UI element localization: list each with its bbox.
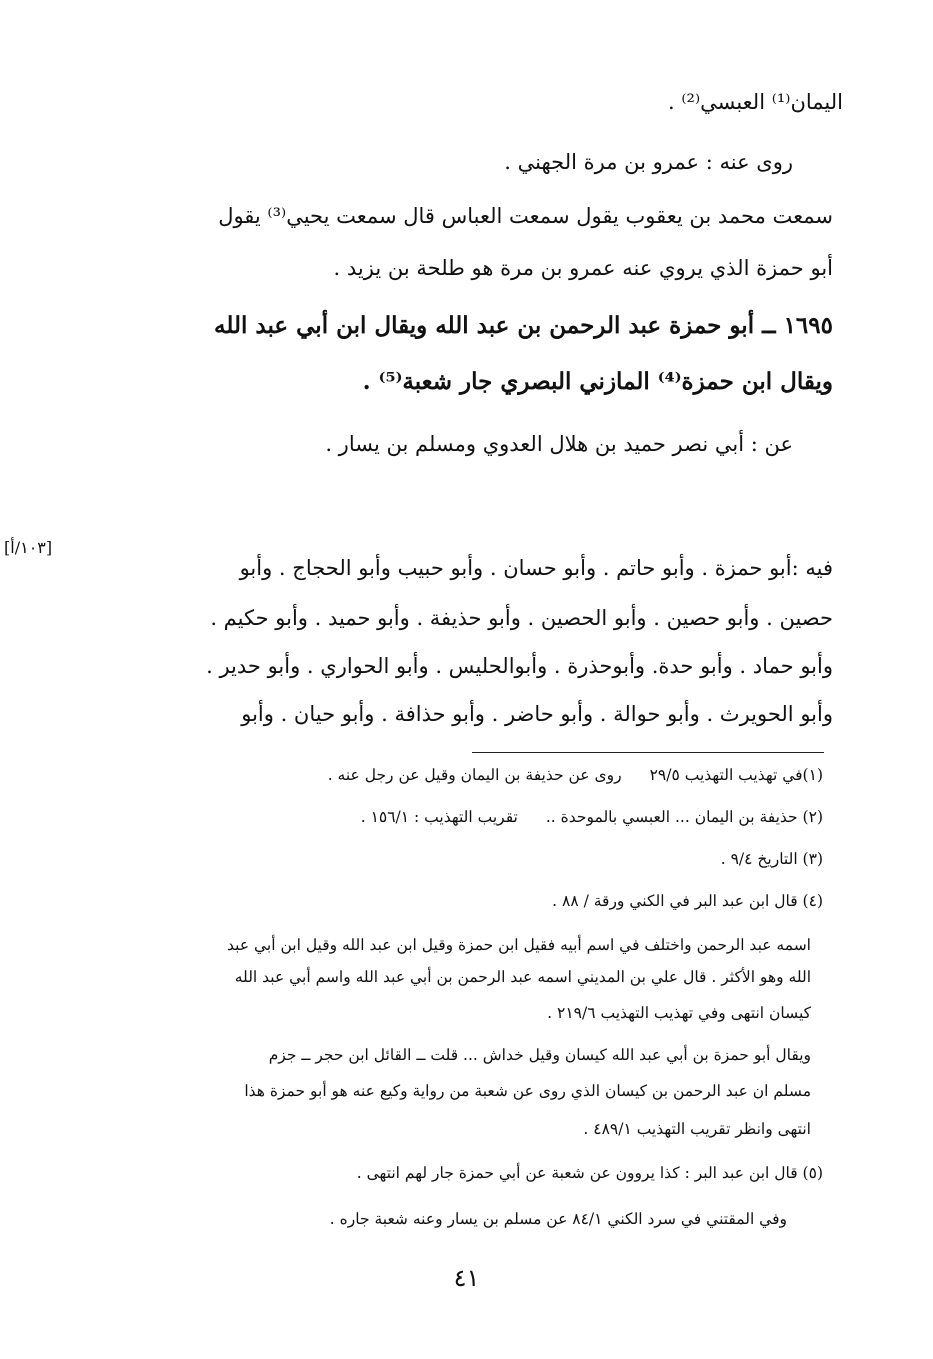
footnote-2 xyxy=(103,804,823,830)
footnote-1 xyxy=(103,762,823,788)
entry-heading-line-2: ويقال ابن حمزة⁽⁴⁾ المازني البصري جار شعبة⁽⁵⁾ . xyxy=(362,368,833,395)
entry-from-line: عن : أبي نصر حميد بن هلال العدوي ومسلم بن يسار . xyxy=(325,432,793,456)
section-line-1: فيه :أبو حمزة . وأبو حاتم . وأبو حسان . وأبو حبيب وأبو الحجاج . وأبو xyxy=(239,556,833,580)
footnote-4-p2-line-1: ويقال أبو حمزة بن أبي عبد الله كيسان وقيل خداش ... قلت ــ القائل ابن حجر ــ جزم xyxy=(268,1046,811,1064)
section-line-4: وأبو الحويرث . وأبو حوالة . وأبو حاضر . وأبو حذافة . وأبو حيان . وأبو xyxy=(241,702,833,726)
footnote-1-source: (١)في تهذيب التهذيب ٢٩/٥ xyxy=(649,766,823,784)
footnote-3: (٣) التاريخ ٩/٤ . xyxy=(720,850,823,868)
entry-prev-line-3: سمعت محمد بن يعقوب يقول سمعت العباس قال سمعت يحيي⁽³⁾ يقول xyxy=(218,204,833,228)
footnote-4-p2-line-2: مسلم ان عبد الرحمن بن كيسان الذي روى عن شعبة من رواية وكيع عنه هو أبو حمزة هذا xyxy=(244,1082,811,1100)
footnote-2-text: (٢) حذيفة بن اليمان ... العبسي بالموحدة .. xyxy=(545,808,823,826)
footnote-5-line-1: (٥) قال ابن عبد البر : كذا يروون عن شعبة عن أبي حمزة جار لهم انتهى . xyxy=(356,1164,823,1182)
margin-folio-ref: [١٠٣/أ] xyxy=(4,538,53,557)
entry-heading-line-1: ١٦٩٥ ــ أبو حمزة عبد الرحمن بن عبد الله ويقال ابن أبي عبد الله xyxy=(214,312,833,339)
footnote-4-p1-line-2: الله وهو الأكثر . قال علي بن المديني اسمه عبد الرحمن بن أبي عبد الله واسم أبي عبد الله xyxy=(234,968,811,986)
section-line-3: وأبو حماد . وأبو حدة. وأبوحذرة . وأبوالحليس . وأبو الحواري . وأبو حدير . xyxy=(206,654,833,678)
entry-prev-line-1: اليمان⁽¹⁾ العبسي⁽²⁾ . xyxy=(668,90,843,114)
footnote-4-p1-line-3: كيسان انتهى وفي تهذيب التهذيب ٢١٩/٦ . xyxy=(547,1004,811,1022)
section-line-2: حصين . وأبو حصين . وأبو الحصين . وأبو حذيفة . وأبو حميد . وأبو حكيم . xyxy=(210,606,833,630)
entry-prev-line-4: أبو حمزة الذي يروي عنه عمرو بن مرة هو طلحة بن يزيد . xyxy=(333,256,833,280)
footnote-2-source: تقريب التهذيب : ١٥٦/١ . xyxy=(360,808,518,826)
footnote-4-head: (٤) قال ابن عبد البر في الكني ورقة / ٨٨ . xyxy=(552,892,823,910)
footnote-1-text: روى عن حذيفة بن اليمان وقيل عن رجل عنه . xyxy=(327,766,622,784)
footnote-5-line-2: وفي المقتني في سرد الكني ٨٤/١ عن مسلم بن يسار وعنه شعبة جاره . xyxy=(329,1210,787,1228)
footnote-4-p1-line-1: اسمه عبد الرحمن واختلف في اسم أبيه فقيل ابن حمزة وقيل ابن عبد الله وقيل ابن أبي عبد xyxy=(227,936,811,954)
page-number: ٤١ xyxy=(453,1264,480,1292)
footnote-4-p2-line-3: انتهى وانظر تقريب التهذيب ٤٨٩/١ . xyxy=(583,1120,811,1138)
entry-prev-narrators: روى عنه : عمرو بن مرة الجهني . xyxy=(504,150,793,174)
footnote-separator xyxy=(472,752,824,753)
